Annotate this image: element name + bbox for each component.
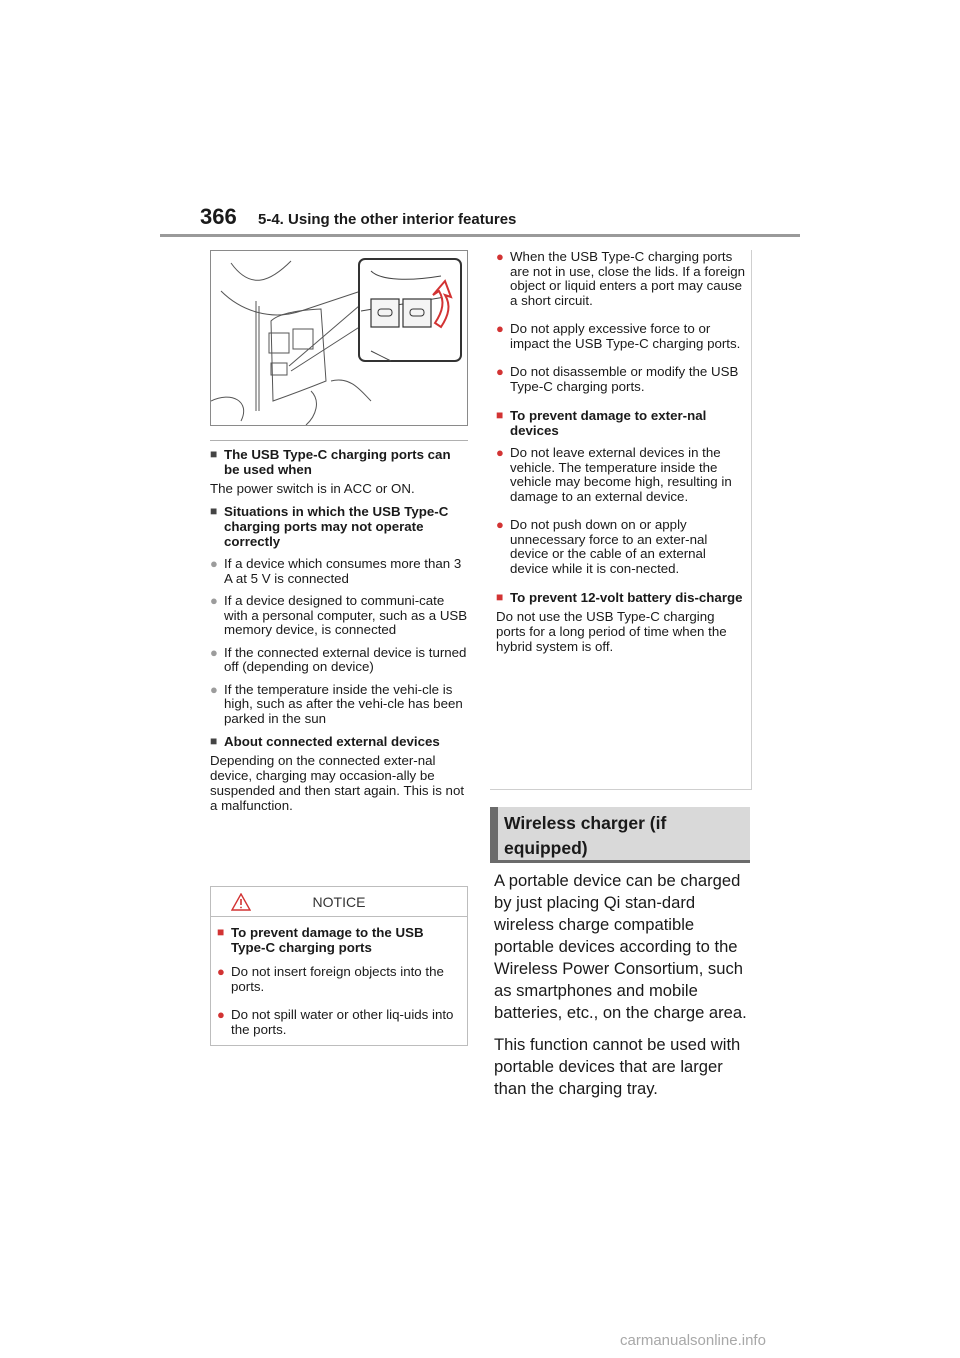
page-number: 366 [200,204,237,229]
usb-port-1 [371,299,399,327]
circle-bullet-icon: ● [210,681,218,697]
usb-port-drawing [211,251,467,425]
right-column [496,248,746,654]
square-marker-icon: ■ [210,447,218,461]
circle-bullet-icon: ● [496,445,504,460]
circle-bullet-icon: ● [210,644,218,660]
circle-bullet-icon: ● [496,517,504,532]
notice-title: NOTICE [211,887,467,917]
circle-bullet-icon: ● [496,321,504,336]
heading-connected-devices: ■ About connected external devices [210,734,440,749]
figure-divider [210,440,468,441]
list-item: ● If a device designed to communi-cate with a personal computer, such as a USB memory device, is connected [210,593,468,637]
usb-port-2 [403,299,431,327]
circle-bullet-icon: ● [217,964,225,979]
list-item: ● Do not push down on or apply unnecessary force to an exter-nal device or the cable of an external device while it is con-nected. [496,517,708,576]
circle-bullet-icon: ● [496,249,504,264]
notice-body [211,917,467,1037]
section-title: 5-4. Using the other interior features [258,211,517,228]
list-item: ● When the USB Type-C charging ports are not in use, close the lids. If a foreign object or liquid enters a port may cause a short circuit. [496,249,746,308]
list-item: ● Do not insert foreign objects into the ports. [217,964,444,994]
usb-port-illustration [210,250,468,426]
list-item: ● If a device which consumes more than 3 A at 5 V is connected [210,556,462,586]
paragraph-power-switch: The power switch is in ACC or ON. [210,481,415,496]
list-item: ● If the connected external device is turned off (depending on device) [210,644,467,674]
list-item: ● Do not disassemble or modify the USB Type-C charging ports. [496,364,739,394]
circle-bullet-icon: ● [217,1007,225,1022]
square-marker-icon: ■ [217,925,225,939]
circle-bullet-icon: ● [496,364,504,379]
circle-bullet-icon: ● [210,593,218,608]
heading-usb-usable: ■ The USB Type-C charging ports can be used when [210,447,451,477]
square-marker-icon: ■ [210,504,218,518]
wireless-charger-banner [490,807,750,863]
list-item: ● Do not apply excessive force to or impact the USB Type-C charging ports. [496,321,741,351]
circle-bullet-icon: ● [210,556,218,571]
wireless-charger-title: Wireless charger (if equipped) [504,813,667,858]
warning-triangle-icon [231,893,251,911]
heading-external-devices: ■ To prevent damage to exter-nal devices [496,408,707,438]
notice-heading: ■ To prevent damage to the USB Type-C charging ports [217,925,424,955]
page-header [200,204,800,238]
heading-battery-discharge: ■ To prevent 12-volt battery dis-charge [496,590,743,605]
list-item: ● Do not leave external devices in the vehicle. The temperature inside the vehicle may become high, resulting in damage to an external device. [496,445,732,504]
banner-accent-bar [490,807,498,863]
paragraph-wireless-2: This function cannot be used with portable devices that are larger than the charging tray. [494,1035,741,1098]
header-rule [160,234,800,237]
wireless-charger-body [494,870,756,1110]
square-marker-icon: ■ [496,590,504,604]
list-item: ● Do not spill water or other liq-uids into the ports. [217,1007,454,1037]
list-item: ● If the temperature inside the vehi-cle is high, such as after the vehi-cle has been parked in the sun [210,681,463,726]
heading-usb-not-correct: ■ Situations in which the USB Type-C charging ports may not operate correctly [210,504,449,549]
left-column [210,250,468,813]
square-marker-icon: ■ [496,408,504,422]
paragraph-wireless-1: A portable device can be charged by just placing Qi stan-dard wireless charge compatible portable devices according to the Wireless Power Consortium, such as smartphones and mobile batteries, etc., on the charge area. [494,871,747,1022]
notice-box [210,886,468,1046]
watermark: carmanualsonline.info [620,1332,766,1349]
paragraph-battery: Do not use the USB Type-C charging ports for a long period of time when the hybrid system is off. [496,609,727,654]
square-marker-icon: ■ [210,734,218,748]
paragraph-suspended: Depending on the connected exter-nal device, charging may occasion-ally be suspended and then start again. This is not a malfunction. [210,753,465,813]
